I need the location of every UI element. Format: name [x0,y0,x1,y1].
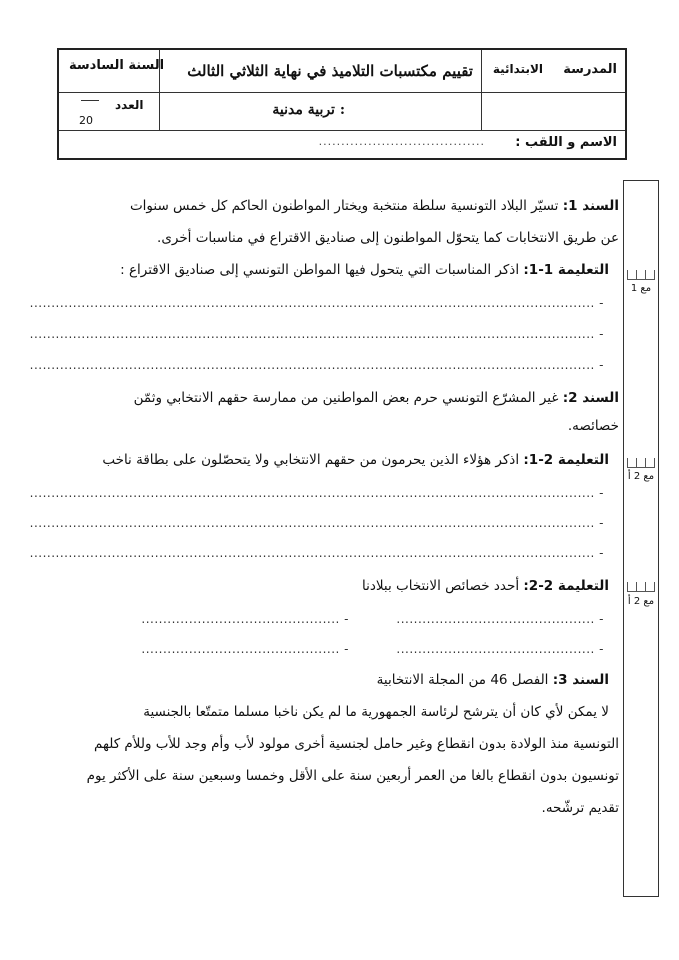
answer-line-2[interactable]: - ................................................................................................................................... [29,327,604,341]
answer-line-3[interactable]: - ................................................................................................................................... [29,358,604,372]
header-row-1 [59,50,625,93]
name-field[interactable]: ..................................... [318,135,485,148]
sanad-1-text: تسيّر البلاد التونسية سلطة منتخبة ويختار المواطنون الحاكم كل خمس سنوات [129,198,559,214]
sanad-3-label: السند 3: [552,672,609,688]
question-2-1 [102,452,609,468]
score-max: 20 [79,114,93,127]
school-label: المدرسة [563,62,617,77]
sanad-3-line-4: تقديم ترشّحه. [541,800,619,816]
sanad-3-line-1: لا يمكن لأي كان أن يترشح لرئاسة الجمهورية ما لم يكن ناخبا مسلما متمتّعا بالجنسية [143,704,609,720]
sanad-1-label: السند 1: [562,198,619,214]
answer-line-1[interactable]: - ................................................................................................................................... [29,296,604,310]
answer-line-8[interactable]: - .............................................. [141,612,349,626]
answer-line-7[interactable]: - .............................................. [396,612,604,626]
answer-line-9[interactable]: - .............................................. [396,642,604,656]
header-row-3 [59,130,625,158]
score-line [81,100,99,101]
criterion-box-1 [627,270,655,280]
question-2-2-text: أحدد خصائص الانتخاب ببلادنا [361,578,520,594]
name-label: الاسم و اللقب : [515,135,617,150]
sanad-3-title: الفصل 46 من المجلة الانتخابية [376,672,549,688]
question-2-2-label: التعليمة 2-2: [523,578,609,594]
sanad-2-line-1 [134,390,619,406]
criterion-mark-1: مع 1 [630,283,652,294]
criterion-box-3 [627,582,655,592]
answer-line-4[interactable]: - ................................................................................................................................... [29,486,604,500]
criterion-box-2 [627,458,655,468]
question-2-1-text: اذكر هؤلاء الذين يحرمون من حقهم الانتخابي ولا يتحصّلون على بطاقة ناخب [102,452,520,468]
sanad-2-label: السند 2: [562,390,619,406]
header-table [57,48,627,160]
sanad-1-line-1 [130,198,619,214]
sanad-3-line-3: تونسيون بدون انقطاع بالغا من العمر أربعين سنة على الأقل وخمسا وسبعين سنة على الأكثر يوم [86,768,619,784]
score-label: العدد [115,98,144,112]
question-1-1-label: التعليمة 1-1: [523,262,609,278]
sanad-2-line-2: خصائصه. [567,418,619,434]
sanad-3-line-2: التونسية منذ الولادة بدون انقطاع وغير حامل لجنسية أخرى مولود لأب وأم وجد للأب وللأم كلهم [94,736,619,752]
sanad-1-line-2: عن طريق الانتخابات كما يتحوّل المواطنون إلى صناديق الاقتراع في مناسبات أخرى. [157,230,619,246]
criterion-mark-3: مع 2 أ [627,596,655,607]
school-type: الابتدائية [492,62,543,76]
question-1-1 [120,262,609,278]
question-2-2 [362,578,609,594]
sanad-3-heading [377,672,609,688]
header-row-2 [59,92,625,131]
answer-line-5[interactable]: - ................................................................................................................................... [29,516,604,530]
question-2-1-label: التعليمة 2-1: [523,452,609,468]
sanad-2-text: غير المشرّع التونسي حرم بعض المواطنين من ممارسة حقهم الانتخابي وثمّن [133,390,559,406]
subject-label: : تربية مدنية [272,102,345,118]
exam-title: تقييم مكتسبات التلاميذ في نهاية الثلاثي الثالث [187,62,473,80]
level-label: السنة السادسة [69,58,165,73]
answer-line-10[interactable]: - .............................................. [141,642,349,656]
question-1-1-text: اذكر المناسبات التي يتحول فيها المواطن التونسي إلى صناديق الاقتراع : [120,262,520,278]
criterion-mark-2: مع 2 أ [627,471,655,482]
answer-line-6[interactable]: - ................................................................................................................................... [29,546,604,560]
